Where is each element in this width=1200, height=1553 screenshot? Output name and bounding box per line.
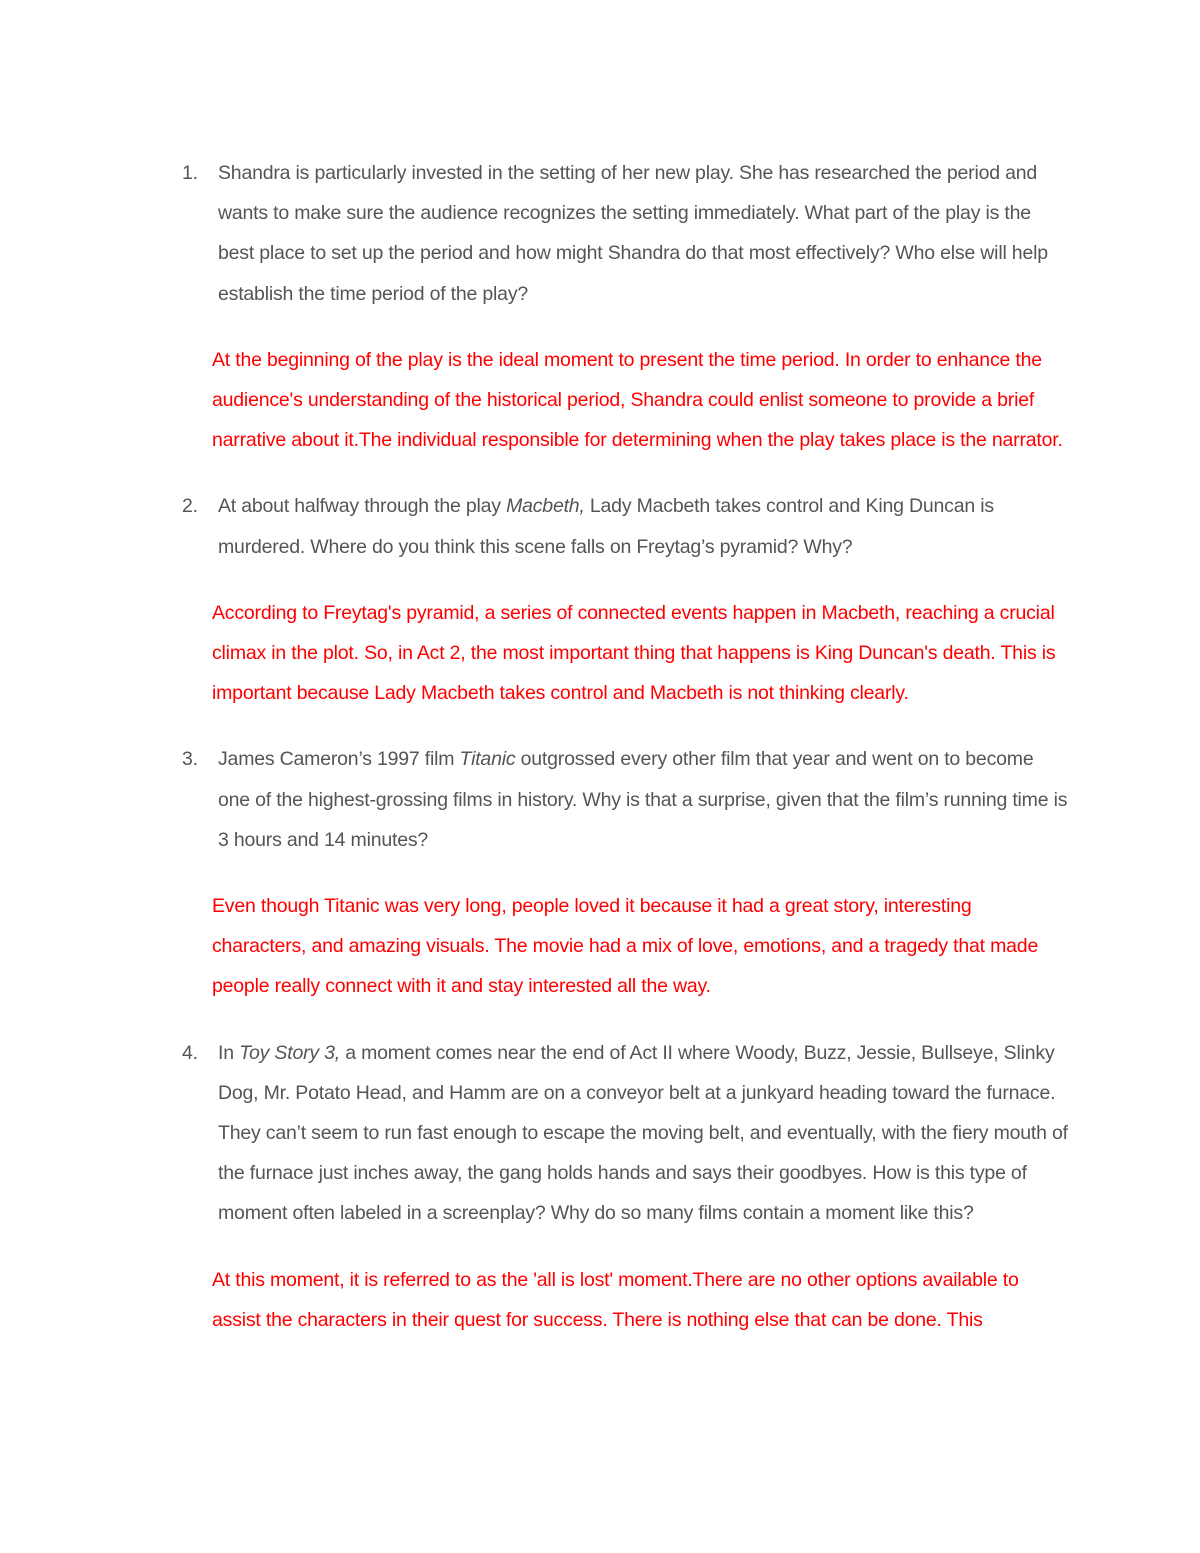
question-number: 4. xyxy=(182,1041,198,1064)
question-text-end: outgrossed every other film that year and went on to become one of the highest-grossing films in history. Why is that a surprise, given that the film’s running time is 3 hours and 14 minutes? xyxy=(218,748,1068,851)
question-3 xyxy=(180,739,1070,860)
question-title-italic: Toy Story 3, xyxy=(239,1041,341,1064)
document-content xyxy=(180,153,1070,1366)
question-number: 2. xyxy=(182,495,198,518)
question-title-italic: Titanic xyxy=(459,748,516,771)
question-text: Shandra is particularly invested in the setting of her new play. She has researched the period and wants to make sure the audience recognizes the setting immediately. What part of the play is the best place to set up the period and how might Shandra do that most effectively? Who else will help establish the time period of the play? xyxy=(218,162,1048,305)
question-2 xyxy=(180,486,1070,566)
question-text-start: James Cameron’s 1997 film xyxy=(218,748,460,771)
question-number: 1. xyxy=(182,162,198,184)
question-text-end: a moment comes near the end of Act II where Woody, Buzz, Jessie, Bullseye, Slinky Dog, Mr. Potato Head, and Hamm are on a conveyor belt at a junkyard heading toward the furnace. They can’t seem to run fast enough to escape the moving belt, and eventually, with the fiery mouth of the furnace just inches away, the gang holds hands and says their goodbyes. How is this type of moment often labeled in a screenplay? Why do so many films contain a moment like this? xyxy=(218,1041,1068,1225)
answer-3: Even though Titanic was very long, people loved it because it had a great story, interesting characters, and amazing visuals. The movie had a mix of love, emotions, and a tragedy that made people really connect with it and stay interested all the way. xyxy=(212,895,1039,998)
question-number: 3. xyxy=(182,748,198,771)
answer-1: At the beginning of the play is the ideal moment to present the time period. In order to enhance the audience's understanding of the historical period, Shandra could enlist someone to provide a brief narrative about it.The individual responsible for determining when the play takes place is the narrator. xyxy=(212,348,1063,452)
question-title-italic: Macbeth, xyxy=(506,495,585,518)
question-text-end: Lady Macbeth takes control and King Duncan is murdered. Where do you think this scene falls on Freytag’s pyramid? Why? xyxy=(218,495,994,558)
answer-4: At this moment, it is referred to as the 'all is lost' moment.There are no other options available to assist the characters in their quest for success. There is nothing else that can be done. This xyxy=(212,1268,1019,1331)
question-text-start: In xyxy=(218,1041,240,1064)
question-4 xyxy=(180,1033,1070,1234)
question-text-start: At about halfway through the play xyxy=(218,495,507,518)
answer-2: According to Freytag's pyramid, a series of connected events happen in Macbeth, reaching a crucial climax in the plot. So, in Act 2, the most important thing that happens is King Duncan's death. This is important because Lady Macbeth takes control and Macbeth is not thinking clearly. xyxy=(212,601,1056,705)
question-1 xyxy=(180,153,1070,314)
